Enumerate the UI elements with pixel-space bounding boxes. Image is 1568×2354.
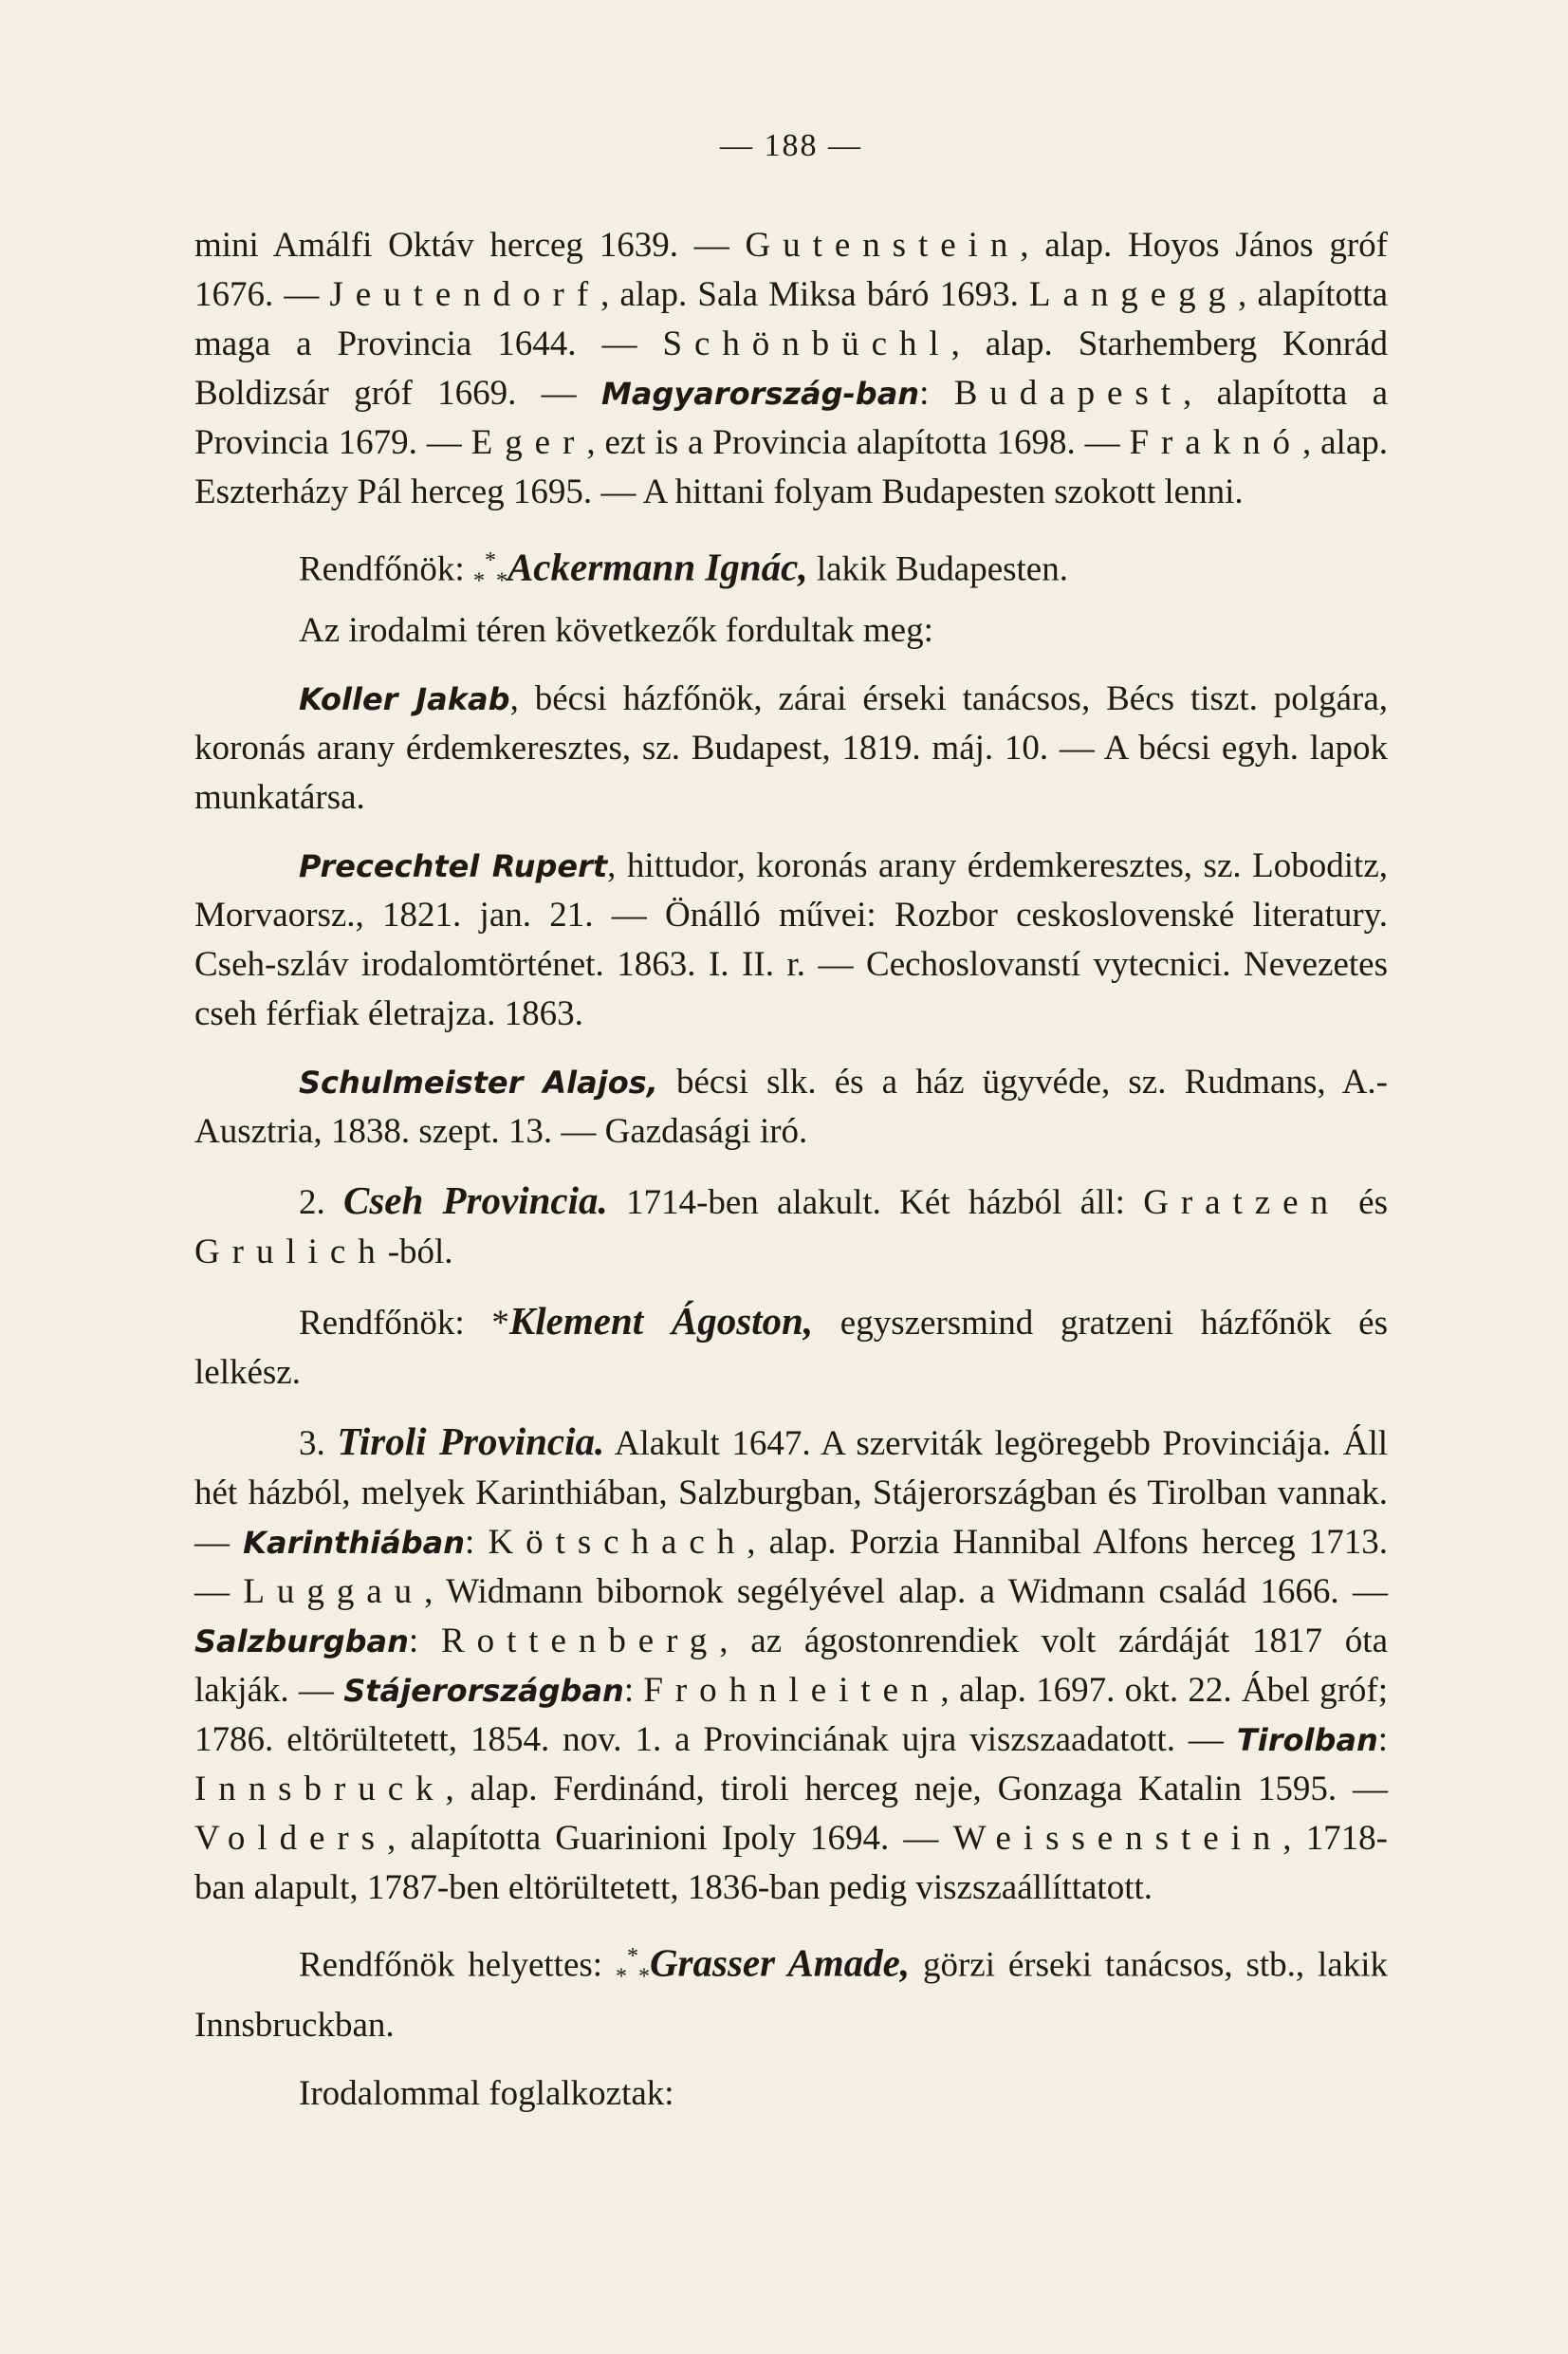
spaced-place-name: Luggau <box>243 1571 425 1611</box>
spaced-place-name: Jeutendorf <box>329 275 601 314</box>
paragraph <box>194 2069 1388 2119</box>
text-run: 2. <box>299 1182 343 1222</box>
italic-heading: Salzburgban <box>194 1622 409 1659</box>
text-run: Az irodalmi téren következők fordultak meg: <box>299 610 933 650</box>
text-run: , alapította Guarinioni Ipoly 1694. — <box>387 1818 953 1858</box>
text-run: , alapította maga a Provincia 1644. — <box>194 275 1389 363</box>
spaced-place-name: Langegg <box>1028 275 1239 314</box>
asterisk-mark: * <box>495 568 507 594</box>
highlighted-name: Tiroli Provincia. <box>337 1418 605 1463</box>
spaced-place-name: Gutenstein <box>745 226 1021 265</box>
text-run: Alakult 1647. A szerviták legöregebb Provinciája. Áll hét házból, melyek Karinthiában, Salzburgban, Stájerországban és Tirolban vannak. — <box>194 1423 1389 1562</box>
asterisk-mark: * <box>626 1943 638 1969</box>
text-run: mini Amálfi Oktáv herceg 1639. — <box>194 226 746 265</box>
spaced-place-name: Volders <box>194 1818 388 1858</box>
text-run: : <box>465 1522 489 1562</box>
italic-heading: Tirolban <box>1236 1721 1378 1758</box>
paragraph <box>194 842 1388 1039</box>
italic-heading: Koller Jakab <box>299 680 510 717</box>
text-run: Irodalommal foglalkoztak: <box>299 2074 674 2114</box>
text-run: , alapította a Provincia 1679. — <box>194 374 1388 462</box>
highlighted-name: Ackermann Ignác, <box>507 545 808 589</box>
text-run: : <box>1377 1719 1388 1759</box>
text-run: , alap. Hoyos János gróf 1676. — <box>194 226 1388 314</box>
italic-heading: Karinthiában <box>243 1524 466 1561</box>
text-run: , ezt is a Provincia alapította 1698. — <box>586 423 1130 462</box>
text-run: 3. <box>299 1423 338 1463</box>
paragraph <box>194 675 1388 823</box>
spaced-place-name: Innsbruck <box>194 1769 446 1808</box>
text-run: Rendfőnök helyettes: <box>299 1945 616 1985</box>
spaced-place-name: Frohnleiten <box>643 1670 941 1710</box>
text-run: , alap. Sala Miksa báró 1693. <box>600 275 1029 314</box>
spaced-place-name: Gratzen <box>1143 1182 1340 1222</box>
spaced-place-name: Eger <box>470 423 587 462</box>
spaced-place-name: Budapest <box>953 374 1183 413</box>
body-text <box>194 221 1388 2119</box>
text-run: és <box>1339 1182 1388 1222</box>
italic-heading: Precechtel Rupert <box>299 847 608 884</box>
text-run: görzi érseki tanácsos, stb., lakik Innsbruckban. <box>194 1945 1389 2046</box>
text-run: , alap. 1697. okt. 22. Ábel gróf; 1786. eltörültetett, 1854. nov. 1. a Provinciának ujra viszszaadatott. — <box>194 1670 1389 1759</box>
text-run: Rendfőnök: <box>299 549 473 589</box>
italic-heading: Magyarország-ban <box>601 376 920 412</box>
paragraph <box>194 1296 1388 1398</box>
text-run: , alap. Ferdinánd, tiroli herceg neje, Gonzaga Katalin 1595. — <box>445 1769 1388 1808</box>
spaced-place-name: Fraknó <box>1129 423 1303 462</box>
text-run: , az ágostonrendiek volt zárdáját 1817 óta lakják. — <box>194 1621 1389 1710</box>
paragraph <box>194 606 1388 656</box>
italic-heading: Stájerországban <box>343 1672 624 1709</box>
paragraph <box>194 1417 1388 1913</box>
highlighted-name: Cseh Provincia. <box>343 1177 608 1222</box>
italic-heading: Schulmeister Alajos, <box>299 1064 658 1101</box>
text-run: , alap. Eszterházy Pál herceg 1695. — A hittani folyam Budapesten szokott lenni. <box>194 423 1389 511</box>
text-run: , hittudor, koronás arany érdemkeresztes, sz. Loboditz, Morvaorsz., 1821. jan. 21. — Önálló művei: Rozbor ceskoslovenské literatury. Cseh-szláv irodalomtörténet. 1863. I. II. r. — Cechoslovanstí vytecnici. Nevezetes cseh férfiak életrajza. 1863. <box>194 845 1388 1033</box>
paragraph <box>194 221 1388 517</box>
text-run: , Widmann bibornok segélyével alap. a Widmann család 1666. — <box>424 1571 1388 1611</box>
text-run: bécsi slk. és a ház ügyvéde, sz. Rudmans, A.-Ausztria, 1838. szept. 13. — Gazdasági iró. <box>194 1062 1388 1151</box>
asterisk-mark: * <box>472 568 485 594</box>
text-run: Rendfőnök: * <box>299 1303 509 1343</box>
paragraph <box>194 1176 1388 1277</box>
text-run: : <box>919 374 954 413</box>
asterisk-mark: * <box>484 548 496 573</box>
text-run: : <box>623 1670 644 1710</box>
paragraph <box>194 1058 1388 1157</box>
text-run: , 1718-ban alapult, 1787-ben eltörültetett, 1836-ban pedig viszszaállíttatott. <box>194 1818 1388 1907</box>
spaced-place-name: Schönbüchl <box>662 324 951 363</box>
text-run: , alap. Starhemberg Konrád Boldizsár gróf 1669. — <box>194 324 1389 413</box>
page-number: — 188 — <box>720 128 862 163</box>
text-run: egyszersmind gratzeni házfőnök és lelkész. <box>194 1303 1388 1392</box>
spaced-place-name: Rottenberg <box>440 1621 720 1660</box>
text-run: -ból. <box>387 1232 453 1271</box>
paragraph <box>194 1932 1388 2051</box>
text-run: , bécsi házfőnök, zárai érseki tanácsos, Bécs tiszt. polgára, koronás arany érdemkeresztes, sz. Budapest, 1819. máj. 10. — A bécsi egyh. lapok munkatársa. <box>194 678 1389 817</box>
asterisk-mark: * <box>615 1964 627 1990</box>
text-run: 1714-ben alakult. Két házból áll: <box>607 1182 1144 1222</box>
text-run: lakik Budapesten. <box>807 549 1068 589</box>
highlighted-name: Klement Ágoston, <box>508 1298 814 1343</box>
spaced-place-name: Weissenstein <box>952 1818 1283 1858</box>
text-run: , alap. Porzia Hannibal Alfons herceg 1713. — <box>194 1522 1388 1611</box>
spaced-place-name: Grulich <box>194 1232 388 1271</box>
highlighted-name: Grasser Amade, <box>649 1940 911 1985</box>
spaced-place-name: Kötschach <box>488 1522 747 1562</box>
asterisk-mark: * <box>637 1964 650 1990</box>
page <box>194 128 1388 2119</box>
paragraph <box>194 536 1388 606</box>
text-run: : <box>408 1621 441 1660</box>
